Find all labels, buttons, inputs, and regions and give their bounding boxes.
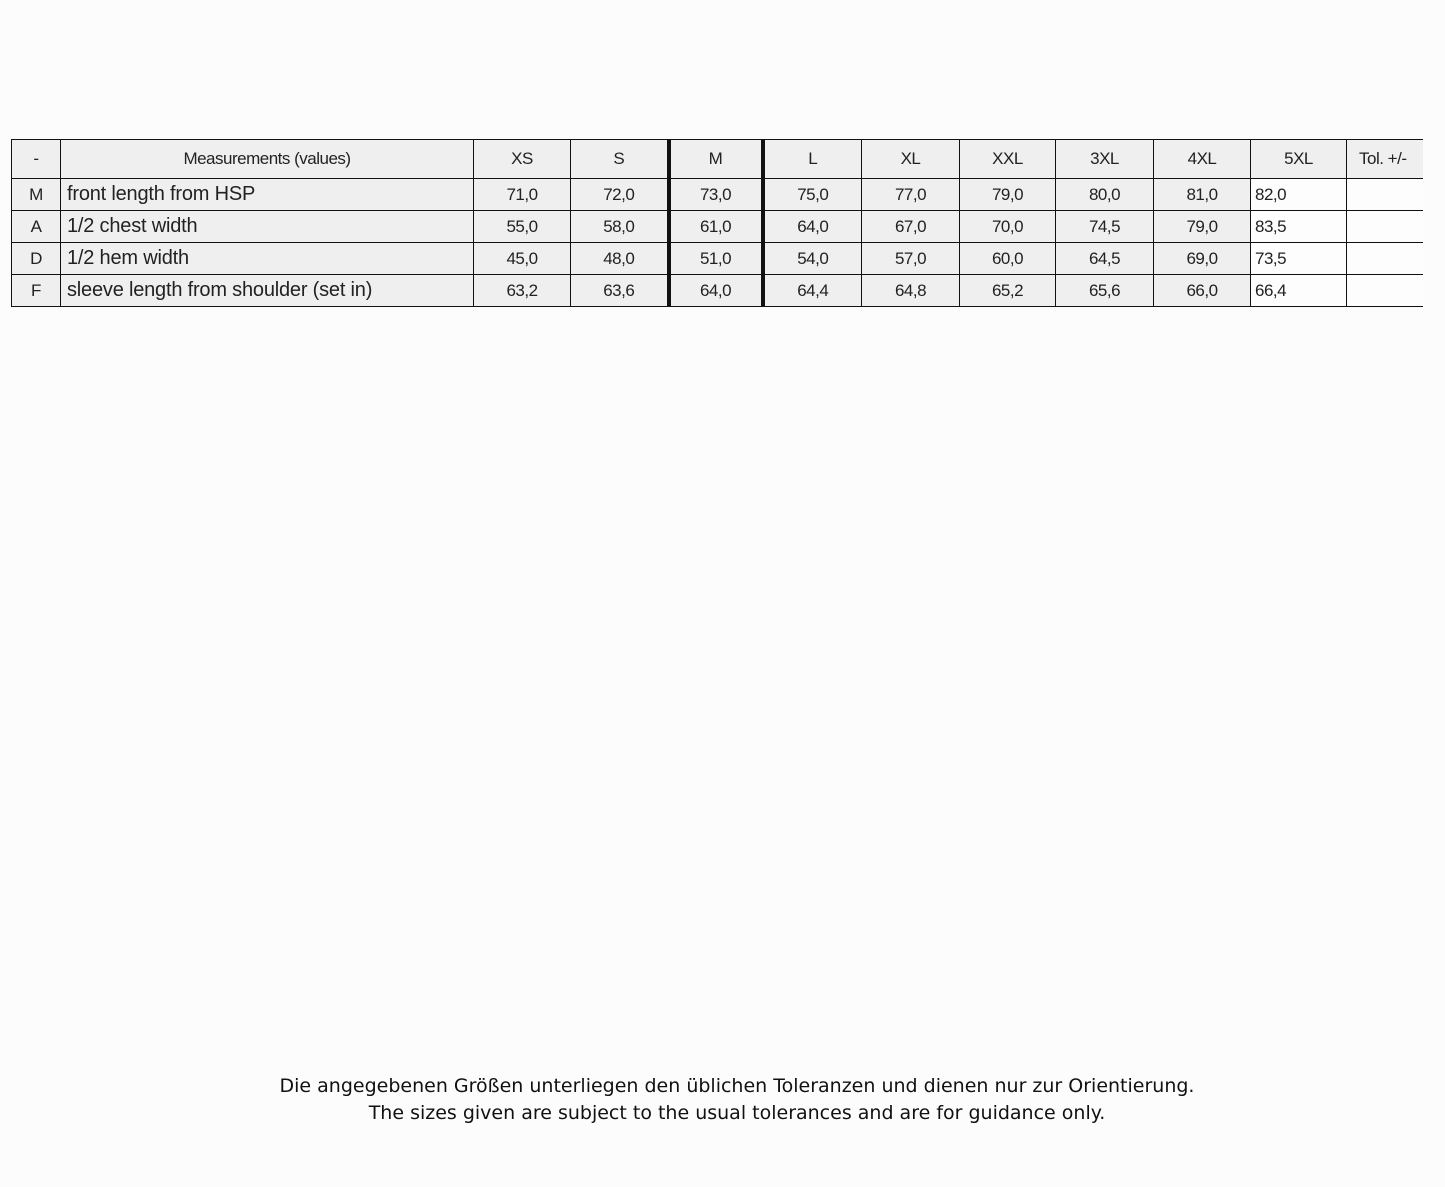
cell-xxl: 79,0 — [960, 179, 1056, 211]
header-row — [12, 140, 1423, 179]
cell-5xl: 73,5 — [1251, 243, 1347, 275]
cell-xs: 71,0 — [474, 179, 571, 211]
cell-m: 61,0 — [669, 211, 763, 243]
header-size-l: L — [763, 140, 862, 179]
cell-xs: 63,2 — [474, 275, 571, 307]
cell-m: 51,0 — [669, 243, 763, 275]
header-size-xxl: XXL — [960, 140, 1056, 179]
cell-tolerance — [1347, 211, 1423, 243]
header-size-4xl: 4XL — [1154, 140, 1251, 179]
row-label: 1/2 chest width — [61, 211, 474, 243]
cell-l: 75,0 — [763, 179, 862, 211]
cell-m: 73,0 — [669, 179, 763, 211]
cell-tolerance — [1347, 275, 1423, 307]
cell-xl: 57,0 — [862, 243, 960, 275]
cell-3xl: 74,5 — [1056, 211, 1154, 243]
cell-5xl: 82,0 — [1251, 179, 1347, 211]
cell-5xl: 66,4 — [1251, 275, 1347, 307]
cell-xl: 77,0 — [862, 179, 960, 211]
cell-l: 64,4 — [763, 275, 862, 307]
cell-xl: 64,8 — [862, 275, 960, 307]
cell-5xl: 83,5 — [1251, 211, 1347, 243]
cell-xxl: 60,0 — [960, 243, 1056, 275]
tolerance-note-german: Die angegebenen Größen unterliegen den üblichen Toleranzen und dienen nur zur Orientierung. — [279, 1075, 1195, 1097]
cell-s: 72,0 — [571, 179, 669, 211]
cell-4xl: 69,0 — [1154, 243, 1251, 275]
table-row — [12, 179, 1423, 211]
cell-3xl: 64,5 — [1056, 243, 1154, 275]
header-size-xs: XS — [474, 140, 571, 179]
row-label: front length from HSP — [61, 179, 474, 211]
header-size-3xl: 3XL — [1056, 140, 1154, 179]
cell-s: 58,0 — [571, 211, 669, 243]
row-label: 1/2 hem width — [61, 243, 474, 275]
row-code: D — [12, 243, 61, 275]
cell-3xl: 65,6 — [1056, 275, 1154, 307]
table-row — [12, 211, 1423, 243]
cell-3xl: 80,0 — [1056, 179, 1154, 211]
cell-xxl: 70,0 — [960, 211, 1056, 243]
header-size-5xl: 5XL — [1251, 140, 1347, 179]
cell-xs: 55,0 — [474, 211, 571, 243]
header-code: - — [12, 140, 61, 179]
cell-m: 64,0 — [669, 275, 763, 307]
row-label: sleeve length from shoulder (set in) — [61, 275, 474, 307]
header-size-s: S — [571, 140, 669, 179]
size-chart-table — [11, 139, 1423, 307]
cell-l: 54,0 — [763, 243, 862, 275]
row-code: F — [12, 275, 61, 307]
cell-4xl: 81,0 — [1154, 179, 1251, 211]
cell-s: 63,6 — [571, 275, 669, 307]
row-code: M — [12, 179, 61, 211]
cell-4xl: 79,0 — [1154, 211, 1251, 243]
table-row — [12, 275, 1423, 307]
cell-xl: 67,0 — [862, 211, 960, 243]
cell-xxl: 65,2 — [960, 275, 1056, 307]
cell-s: 48,0 — [571, 243, 669, 275]
cell-tolerance — [1347, 243, 1423, 275]
header-size-m: M — [669, 140, 763, 179]
cell-4xl: 66,0 — [1154, 275, 1251, 307]
header-tolerance: Tol. +/- — [1347, 140, 1423, 179]
row-code: A — [12, 211, 61, 243]
tolerance-note-english: The sizes given are subject to the usual tolerances and are for guidance only. — [368, 1102, 1106, 1124]
header-size-xl: XL — [862, 140, 960, 179]
cell-l: 64,0 — [763, 211, 862, 243]
cell-tolerance — [1347, 179, 1423, 211]
header-measurements: Measurements (values) — [61, 140, 474, 179]
cell-xs: 45,0 — [474, 243, 571, 275]
table-row — [12, 243, 1423, 275]
